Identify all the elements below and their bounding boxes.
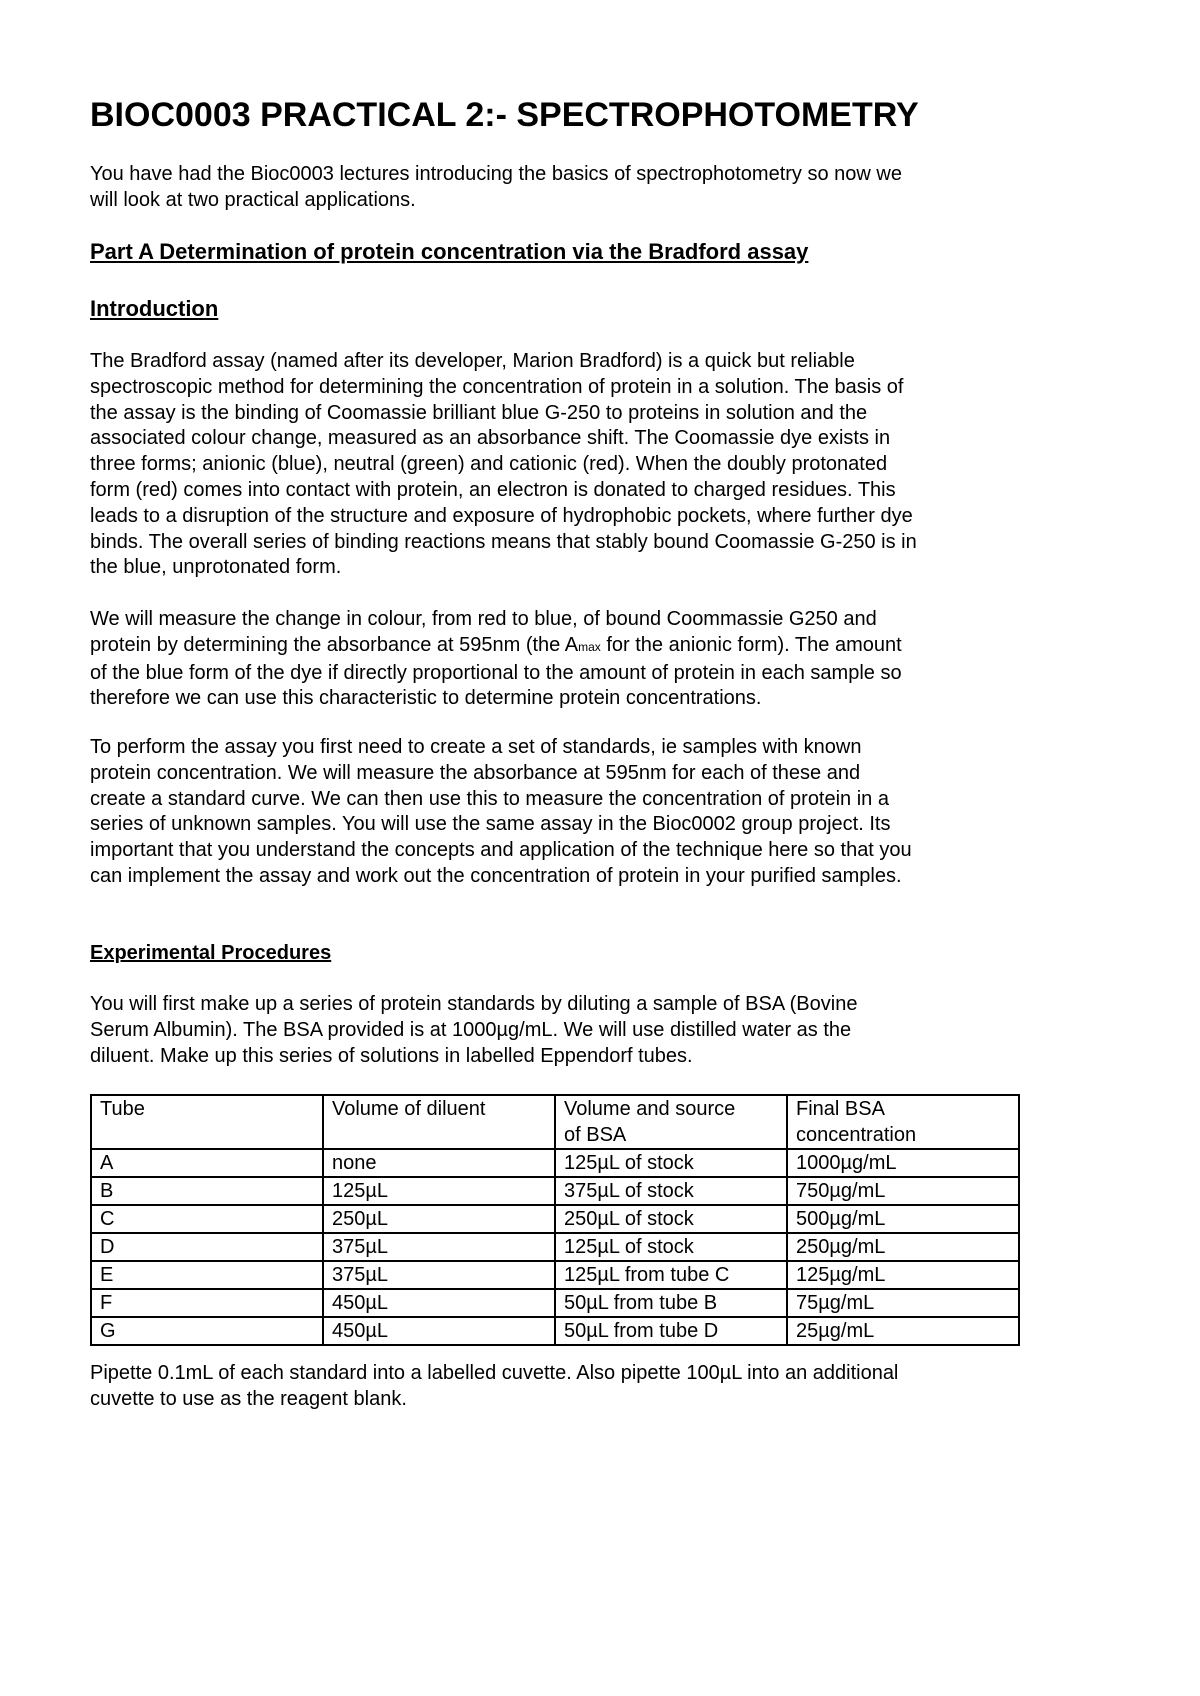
cell: 125µL <box>323 1177 555 1205</box>
text-line: associated colour change, measured as an absorbance shift. The Coomassie dye exists in <box>90 427 891 450</box>
text-line: form (red) comes into contact with protein, an electron is donated to charged residues. This <box>90 478 896 501</box>
cell: 750µg/mL <box>787 1177 1019 1205</box>
text-line: will look at two practical applications. <box>90 188 416 211</box>
cell: 375µL of stock <box>555 1177 787 1205</box>
cell: 125µL of stock <box>555 1149 787 1177</box>
header-cell: Volume and source of BSA <box>555 1095 787 1149</box>
text-fragment: protein by determining the absorbance at 595nm (the A <box>90 633 579 656</box>
text-line: the blue, unprotonated form. <box>90 556 342 579</box>
experimental-procedures-heading: Experimental Procedures <box>90 942 332 964</box>
cell: 50µL from tube B <box>555 1289 787 1317</box>
dilution-table <box>90 1094 1020 1346</box>
pipette-paragraph <box>90 1361 1050 1413</box>
table-row <box>91 1177 1019 1205</box>
introduction-heading: Introduction <box>90 296 219 321</box>
text-line <box>90 633 1050 661</box>
cell: 250µg/mL <box>787 1233 1019 1261</box>
cell: 250µL of stock <box>555 1205 787 1233</box>
text-line: create a standard curve. We can then use this to measure the concentration of protein in a <box>90 787 889 810</box>
table-row <box>91 1149 1019 1177</box>
procedure-paragraph <box>90 992 1050 1069</box>
text-line: We will measure the change in colour, from red to blue, of bound Coommassie G250 and <box>90 608 877 630</box>
cell: 450µL <box>323 1317 555 1345</box>
text-line: can implement the assay and work out the concentration of protein in your purified samples. <box>90 864 902 887</box>
text-line: You will first make up a series of protein standards by diluting a sample of BSA (Bovine <box>90 993 858 1015</box>
measurement-paragraph <box>90 607 1050 712</box>
text-line: protein concentration. We will measure the absorbance at 595nm for each of these and <box>90 761 861 784</box>
table-row <box>91 1289 1019 1317</box>
page-title: BIOC0003 PRACTICAL 2:- SPECTROPHOTOMETRY <box>90 96 919 134</box>
cell: D <box>91 1233 323 1261</box>
text-line: important that you understand the concepts and application of the technique here so that you <box>90 839 912 862</box>
text-line: the assay is the binding of Coomassie brilliant blue G-250 to proteins in solution and the <box>90 401 868 424</box>
text-line: binds. The overall series of binding reactions means that stably bound Coomassie G-250 is in <box>90 530 917 553</box>
cell: B <box>91 1177 323 1205</box>
cell: 125µL of stock <box>555 1233 787 1261</box>
table-header-row <box>91 1095 1019 1149</box>
text-line: therefore we can use this characteristic to determine protein concentrations. <box>90 687 762 710</box>
cell: 375µL <box>323 1261 555 1289</box>
cell: 500µg/mL <box>787 1205 1019 1233</box>
cell: 1000µg/mL <box>787 1149 1019 1177</box>
text-line: of the blue form of the dye if directly proportional to the amount of protein in each sample so <box>90 661 902 684</box>
cell: C <box>91 1205 323 1233</box>
table-row <box>91 1205 1019 1233</box>
cell: G <box>91 1317 323 1345</box>
text-line: Serum Albumin). The BSA provided is at 1000µg/mL. We will use distilled water as the <box>90 1018 852 1041</box>
text-line: To perform the assay you first need to create a set of standards, ie samples with known <box>90 736 862 758</box>
cell: 125µL from tube C <box>555 1261 787 1289</box>
cell: 125µg/mL <box>787 1261 1019 1289</box>
text-fragment: for the anionic form). The amount <box>600 633 902 656</box>
standards-paragraph <box>90 735 1050 890</box>
cell: none <box>323 1149 555 1177</box>
cell: 25µg/mL <box>787 1317 1019 1345</box>
text-line: series of unknown samples. You will use the same assay in the Bioc0002 group project. Its <box>90 813 891 836</box>
cell: E <box>91 1261 323 1289</box>
header-cell: Final BSA concentration <box>787 1095 1019 1149</box>
text-line: Pipette 0.1mL of each standard into a labelled cuvette. Also pipette 100µL into an additional <box>90 1362 899 1384</box>
text-line: spectroscopic method for determining the concentration of protein in a solution. The basis of <box>90 375 904 398</box>
text-line: The Bradford assay (named after its developer, Marion Bradford) is a quick but reliable <box>90 350 855 372</box>
subscript: max <box>578 639 601 654</box>
cell: 75µg/mL <box>787 1289 1019 1317</box>
text-line: You have had the Bioc0003 lectures introducing the basics of spectrophotometry so now we <box>90 163 902 185</box>
text-line: leads to a disruption of the structure and exposure of hydrophobic pockets, where further dye <box>90 504 913 527</box>
cell: 50µL from tube D <box>555 1317 787 1345</box>
header-cell: Volume of diluent <box>323 1095 555 1149</box>
text-line: three forms; anionic (blue), neutral (green) and cationic (red). When the doubly protonated <box>90 453 888 476</box>
bradford-paragraph <box>90 349 1050 581</box>
intro-paragraph <box>90 162 1050 214</box>
cell: 375µL <box>323 1233 555 1261</box>
table-row <box>91 1233 1019 1261</box>
table-row <box>91 1317 1019 1345</box>
part-a-heading: Part A Determination of protein concentration via the Bradford assay <box>90 239 809 264</box>
cell: F <box>91 1289 323 1317</box>
cell: 250µL <box>323 1205 555 1233</box>
cell: A <box>91 1149 323 1177</box>
header-cell: Tube <box>91 1095 323 1149</box>
cell: 450µL <box>323 1289 555 1317</box>
text-line: cuvette to use as the reagent blank. <box>90 1387 407 1410</box>
text-line: diluent. Make up this series of solutions in labelled Eppendorf tubes. <box>90 1044 693 1067</box>
table-row <box>91 1261 1019 1289</box>
